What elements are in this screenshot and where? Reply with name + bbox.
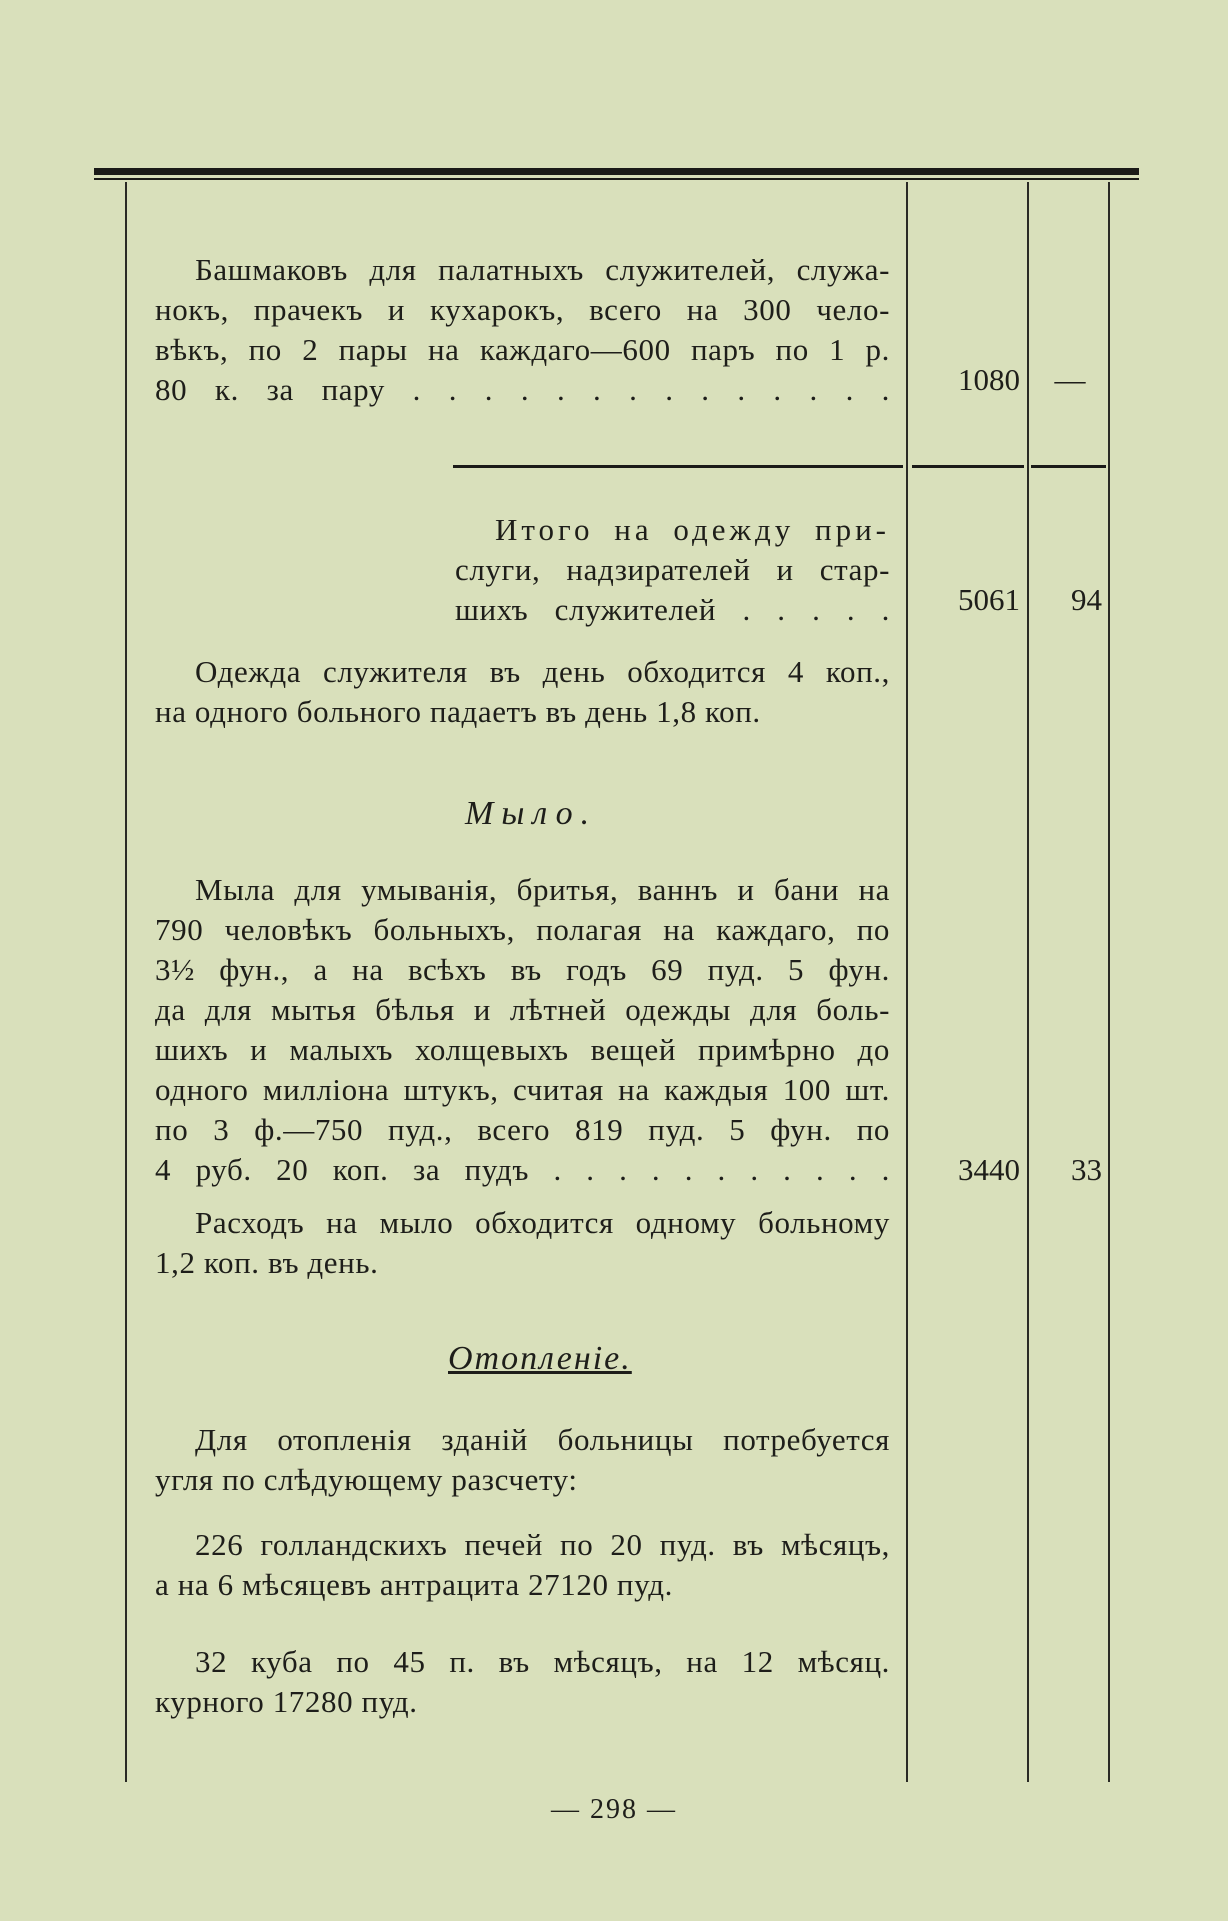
shoes-kopecks: — <box>1054 362 1086 397</box>
left-margin-rule <box>125 182 127 1782</box>
shoes-line-2: нокъ, прачекъ и кухарокъ, всего на 300 чело- <box>155 292 890 327</box>
soap-paragraph <box>155 870 890 1190</box>
total-kopecks: 94 <box>1071 582 1102 617</box>
soap-note-line-1: Расходъ на мыло обходится одному больному <box>195 1205 890 1240</box>
heating-heading: Отопленіе. <box>448 1340 632 1377</box>
heating-intro-paragraph <box>155 1420 890 1500</box>
page-number: — 298 — <box>551 1794 677 1825</box>
shoes-line-3: вѣкъ, по 2 пары на каждаго—600 паръ по 1 р. <box>155 332 890 367</box>
clothing-note-line-2: на одного больного падаетъ въ день 1,8 коп. <box>155 694 761 729</box>
stoves-line-2: а на 6 мѣсяцевъ антрацита 27120 пуд. <box>155 1567 673 1602</box>
soap-line-3: 3½ фун., а на всѣхъ въ годъ 69 пуд. 5 фун. <box>155 952 890 987</box>
total-clothing-paragraph <box>455 510 890 630</box>
rubles-column-right-rule <box>1027 182 1029 1782</box>
soap-line-2: 790 человѣкъ больныхъ, полагая на каждаго, по <box>155 912 890 947</box>
shoes-line-1: Башмаковъ для палатныхъ служителей, служа- <box>195 252 890 287</box>
soap-line-4: да для мытья бѣлья и лѣтней одежды для боль- <box>155 992 890 1027</box>
cubes-line-2: курного 17280 пуд. <box>155 1684 418 1719</box>
sum-rule-text <box>453 465 903 468</box>
cubes-line-1: 32 куба по 45 п. въ мѣсяцъ, на 12 мѣсяц. <box>195 1644 890 1679</box>
stoves-paragraph <box>155 1525 890 1605</box>
soap-note-paragraph <box>155 1203 890 1283</box>
total-line-1: Итого на одежду при- <box>495 512 890 547</box>
clothing-note-line-1: Одежда служителя въ день обходится 4 коп., <box>195 654 890 689</box>
rubles-column-left-rule <box>906 182 908 1782</box>
soap-line-7: по 3 ф.—750 пуд., всего 819 пуд. 5 фун. по <box>155 1112 890 1147</box>
soap-line-5: шихъ и малыхъ холщевыхъ вещей примѣрно до <box>155 1032 890 1067</box>
heating-intro-line-1: Для отопленія зданій больницы потребуется <box>195 1422 890 1457</box>
soap-note-line-2: 1,2 коп. въ день. <box>155 1245 379 1280</box>
stoves-line-1: 226 голландскихъ печей по 20 пуд. въ мѣсяцъ, <box>195 1527 890 1562</box>
shoes-paragraph <box>155 250 890 410</box>
total-line-2: слуги, надзирателей и стар- <box>455 552 890 587</box>
sum-rule-rubles <box>912 465 1024 468</box>
soap-line-8: 4 руб. 20 коп. за пудъ . . . . . . . . . . . <box>155 1152 890 1187</box>
cubes-paragraph <box>155 1642 890 1722</box>
kopecks-column-right-rule <box>1108 182 1110 1782</box>
soap-line-6: одного милліона штукъ, считая на каждыя 100 шт. <box>155 1072 890 1107</box>
top-rule-thick <box>94 168 1139 175</box>
shoes-rubles: 1080 <box>958 362 1020 397</box>
clothing-note-paragraph <box>155 652 890 732</box>
soap-kopecks: 33 <box>1071 1152 1102 1187</box>
shoes-line-4: 80 к. за пару . . . . . . . . . . . . . . <box>155 372 890 407</box>
total-line-3: шихъ служителей . . . . . <box>455 592 890 627</box>
soap-heading: Мыло. <box>465 795 598 832</box>
sum-rule-kopecks <box>1031 465 1106 468</box>
heating-intro-line-2: угля по слѣдующему разсчету: <box>155 1462 578 1497</box>
soap-rubles: 3440 <box>958 1152 1020 1187</box>
top-rule-thin <box>94 178 1139 180</box>
soap-line-1: Мыла для умыванія, бритья, ваннъ и бани на <box>195 872 890 907</box>
total-rubles: 5061 <box>958 582 1020 617</box>
